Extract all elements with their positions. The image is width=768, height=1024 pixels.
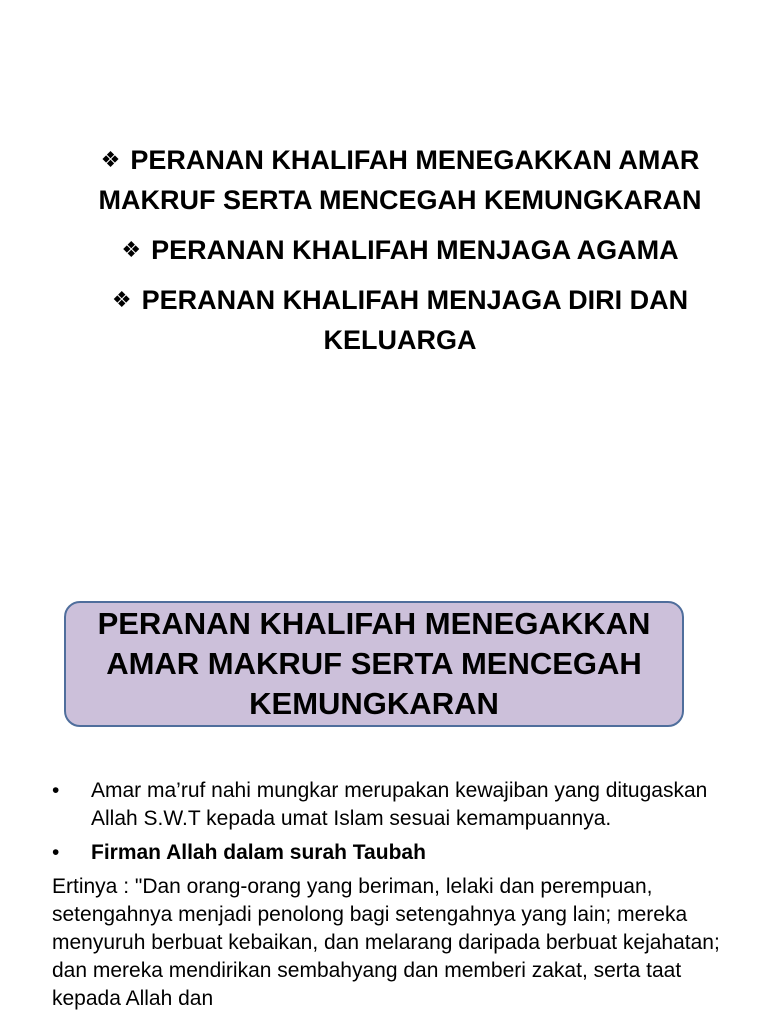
heading-text: PERANAN KHALIFAH MENJAGA AGAMA (151, 235, 679, 265)
heading-item (60, 230, 740, 270)
bullet-item (52, 777, 722, 833)
bullet-text: Firman Allah dalam surah Taubah (91, 841, 426, 864)
bullet-dot-icon: • (52, 779, 60, 802)
heading-item (60, 280, 740, 360)
slide-body (52, 777, 722, 1013)
heading-text: PERANAN KHALIFAH MENJAGA DIRI DAN KELUARGA (141, 285, 689, 355)
diamond-bullet-icon: ❖ (100, 147, 121, 172)
bullet-item (52, 839, 722, 867)
heading-list (60, 140, 740, 370)
bullet-text: Amar ma’ruf nahi mungkar merupakan kewajiban yang ditugaskan Allah S.W.T kepada umat Islam sesuai kemampuannya. (91, 779, 708, 830)
section-title-box (64, 601, 684, 727)
heading-item (60, 140, 740, 220)
heading-text: PERANAN KHALIFAH MENEGAKKAN AMAR MAKRUF SERTA MENCEGAH KEMUNGKARAN (98, 145, 702, 215)
diamond-bullet-icon: ❖ (121, 237, 142, 262)
diamond-bullet-icon: ❖ (111, 287, 132, 312)
bullet-dot-icon: • (52, 841, 60, 864)
section-title: PERANAN KHALIFAH MENEGAKKAN AMAR MAKRUF SERTA MENCEGAH KEMUNGKARAN (97, 606, 651, 721)
translation-paragraph: Ertinya : "Dan orang-orang yang beriman, lelaki dan perempuan, setengahnya menjadi penolong bagi setengahnya yang lain; mereka menyuruh berbuat kebaikan, dan melarang daripada berbuat kejahatan; dan mereka mendirikan sembahyang dan memberi zakat, serta taat kepada Allah dan (52, 875, 720, 1010)
